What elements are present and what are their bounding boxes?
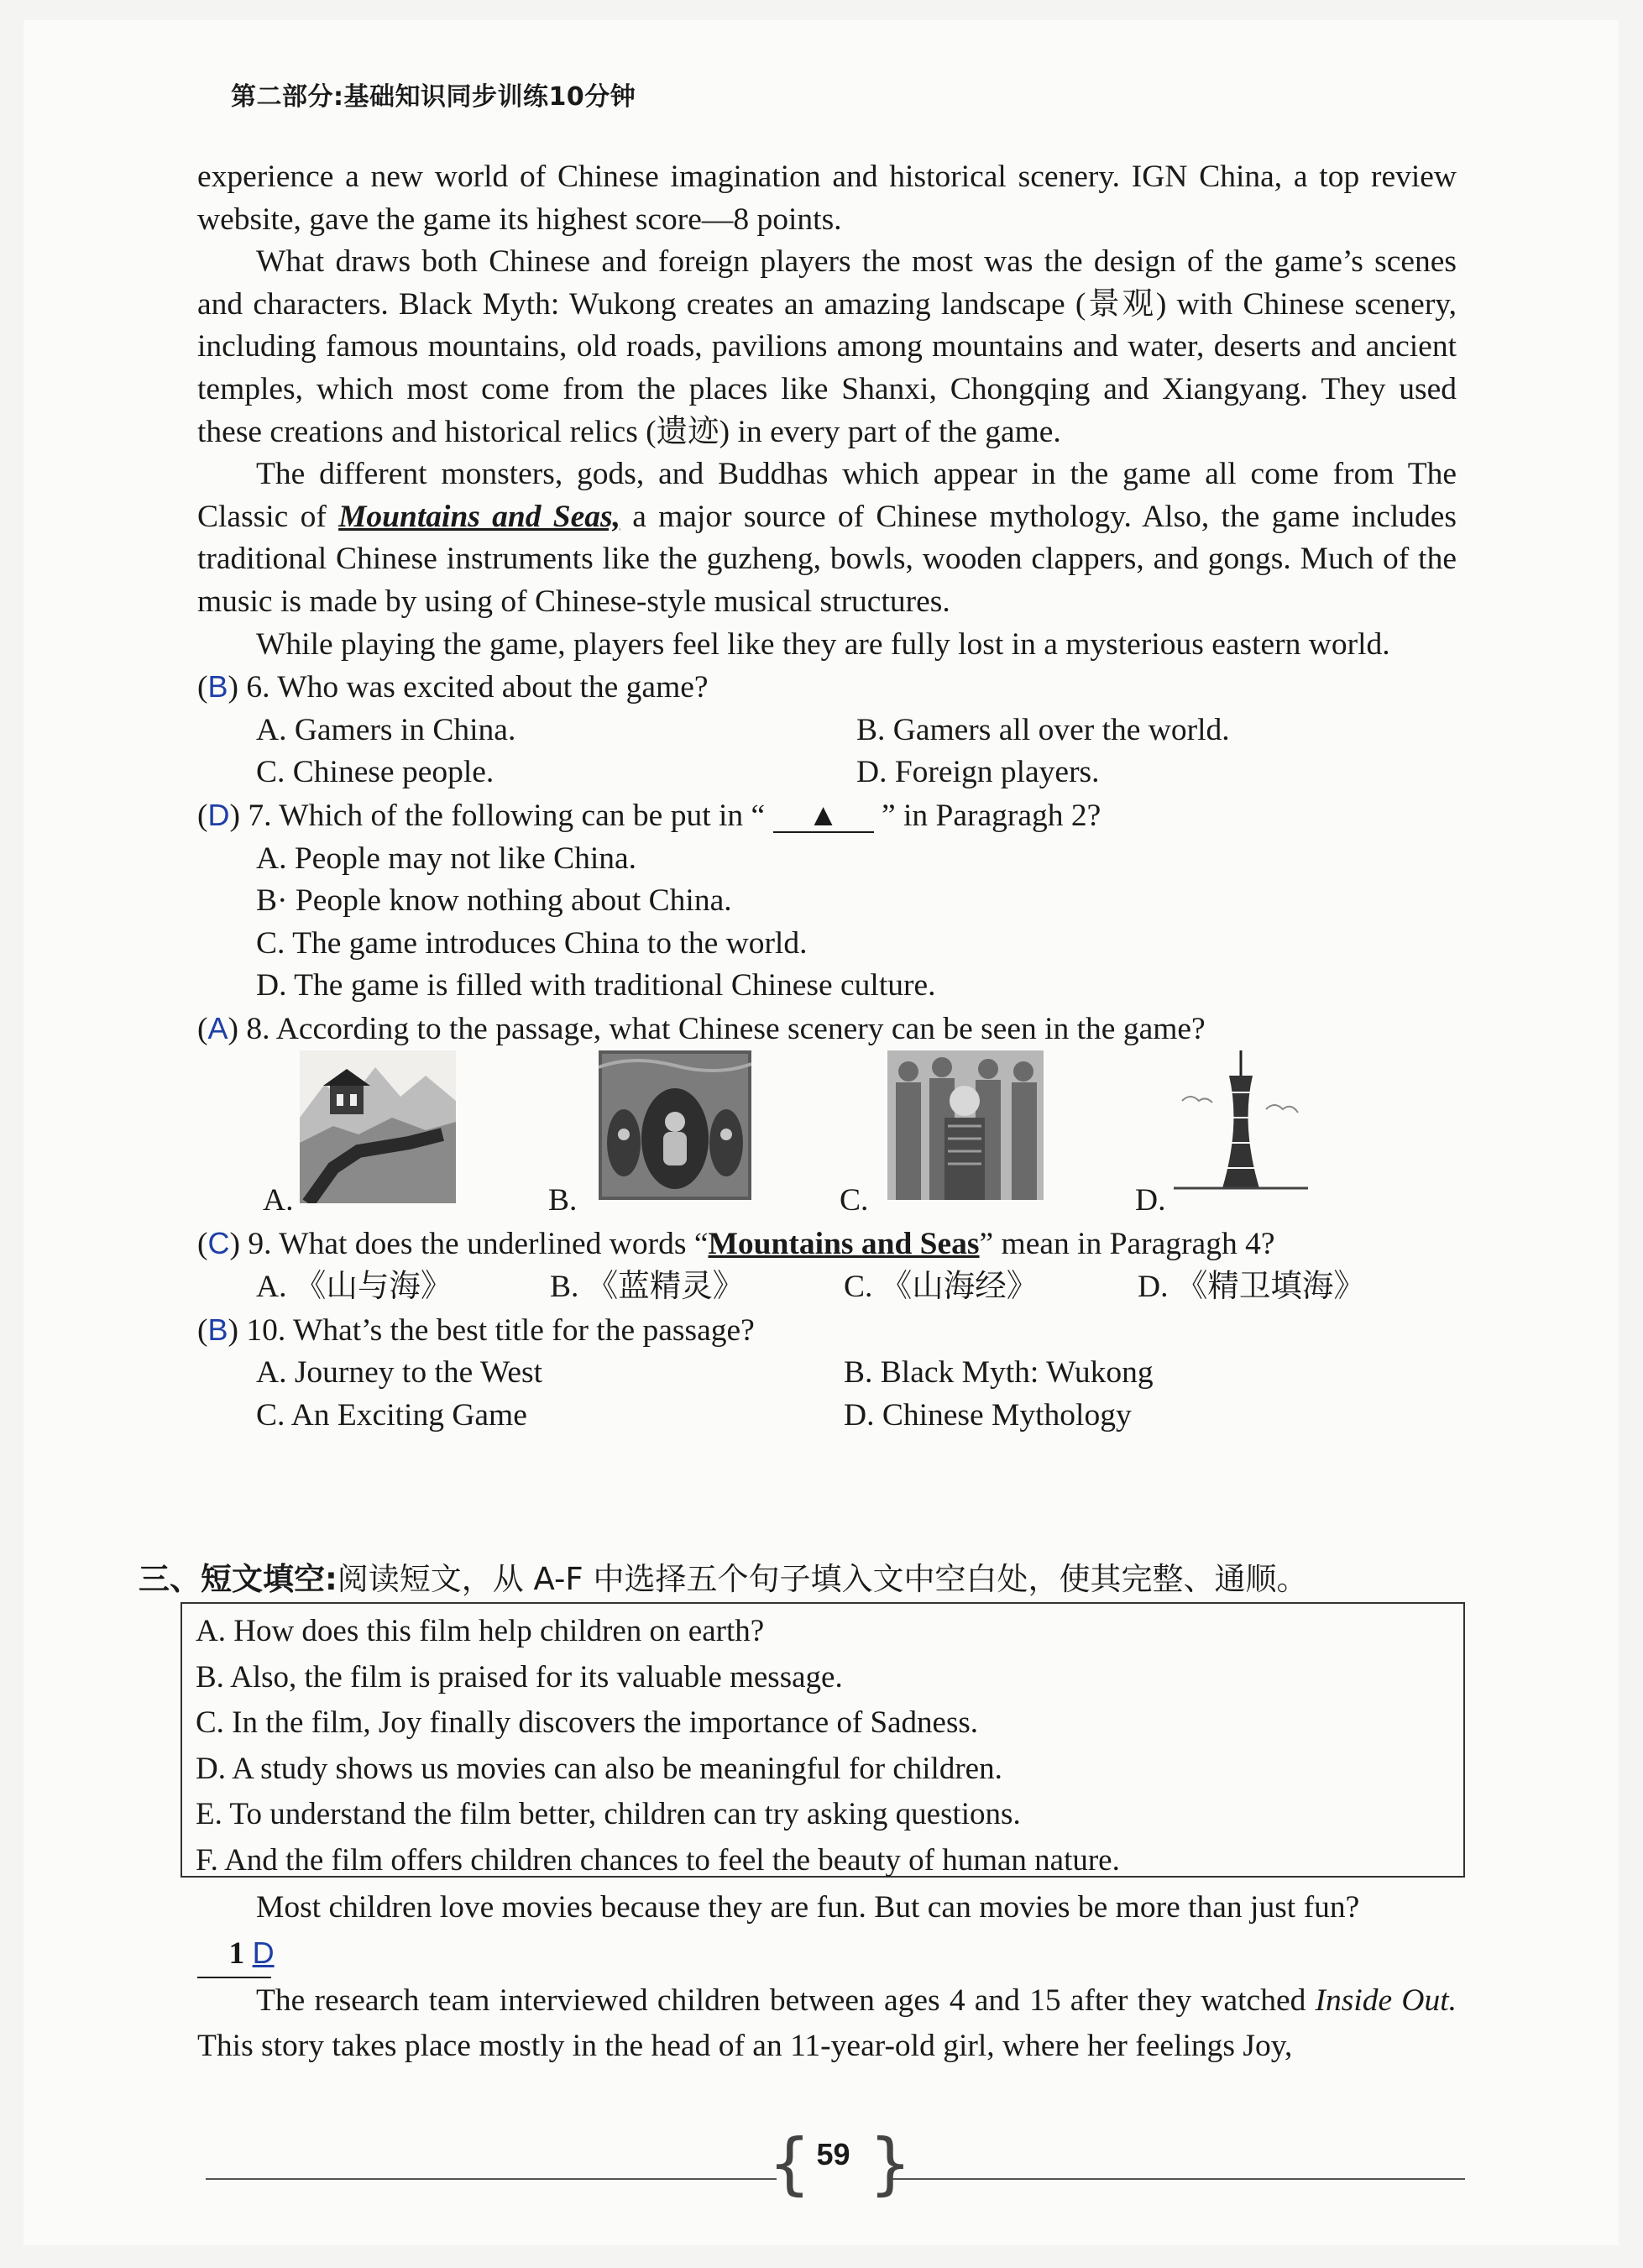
reading-passage [197, 156, 1457, 1437]
footer-brace-right: } [869, 2124, 912, 2203]
terracotta-warriors-picture [887, 1050, 1044, 1200]
footer-line-left [206, 2178, 777, 2180]
option-10d: D. Chinese Mythology [844, 1397, 1132, 1433]
question-6: (B) 6. Who was excited about the game? [197, 669, 709, 705]
picture-label-a: A. [263, 1183, 294, 1218]
question-8: (A) 8. According to the passage, what Chinese scenery can be seen in the game? [197, 1010, 1206, 1046]
option-9c: C. 《山海经》 [844, 1270, 1039, 1305]
blank-1 [197, 1930, 1457, 1978]
section-3-paragraph-2 [197, 1978, 1457, 2069]
question-9-options [197, 1266, 1457, 1309]
para2-b: This story takes place mostly in the head of an 11-year-old girl, where her feelings Joy, [197, 2029, 1293, 2063]
option-10a: A. Journey to the West [256, 1355, 543, 1391]
question-9-text-b: ” mean in Paragragh 4? [979, 1227, 1275, 1262]
question-9-text-a: ) 9. What does the underlined words “ [229, 1227, 709, 1262]
option-6b: B. Gamers all over the world. [856, 712, 1230, 747]
question-7-text-b: ” in Paragragh 2? [881, 798, 1101, 833]
option-7b: B· People know nothing about China. [256, 883, 732, 919]
question-8-text: ) 8. According to the passage, what Chinese scenery can be seen in the game? [228, 1011, 1206, 1046]
question-10-options-2 [197, 1395, 1457, 1438]
choice-a: A. How does this film help children on earth? [196, 1614, 765, 1648]
option-7a: A. People may not like China. [256, 841, 637, 876]
underlined-words: Mountains and Seas [708, 1227, 980, 1262]
footer-line-right [890, 2178, 1465, 2180]
section-3-title [139, 1553, 1307, 1599]
option-6c: C. Chinese people. [256, 755, 494, 790]
answer-6: B [207, 669, 228, 704]
option-6a: A. Gamers in China. [256, 712, 516, 747]
question-10-options [197, 1352, 1457, 1395]
sentence-choices-box [181, 1602, 1465, 1878]
choice-f: F. And the film offers children chances to feel the beauty of human nature. [196, 1842, 1120, 1878]
question-7-text-a: ) 7. Which of the following can be put in “ [229, 798, 766, 833]
question-6-options-2 [197, 752, 1457, 794]
page-header: 第二部分:基础知识同步训练10分钟 [231, 82, 636, 112]
page-number: 59 [816, 2137, 850, 2171]
option-6d: D. Foreign players. [856, 755, 1100, 790]
answer-10: B [207, 1312, 228, 1347]
option-9d: D. 《精卫填海》 [1138, 1270, 1365, 1305]
question-9: (C) 9. What does the underlined words “Mountains and Seas” mean in Paragragh 4? [197, 1226, 1275, 1262]
question-10-text: ) 10. What’s the best title for the passage? [228, 1312, 755, 1348]
passage-paragraph-4: While playing the game, players feel like they are fully lost in a mysterious eastern world. [256, 626, 1390, 662]
section-3-paragraph-1: Most children love movies because they are fun. But can movies be more than just fun? [256, 1890, 1360, 1925]
canton-tower-picture [1174, 1050, 1308, 1197]
answer-9: C [207, 1226, 230, 1261]
answer-8: A [207, 1010, 228, 1045]
picture-label-c: C. [840, 1183, 869, 1218]
footer-brace-left: { [768, 2124, 811, 2203]
blank-1-answer: D [252, 1935, 275, 1970]
grottoes-picture [599, 1050, 751, 1200]
question-6-text: ) 6. Who was excited about the game? [228, 670, 709, 705]
section-3-instruction: 阅读短文，从 A-F 中选择五个句子填入文中空白处，使其完整、通顺。 [337, 1561, 1308, 1597]
passage-paragraph-2: What draws both Chinese and foreign players the most was the design of the game’s scenes and characters. Black Myth: Wukong creates an amazing landscape (景观) with Chinese scenery, including famous mountains, old roads, pavilions among mountains and water, deserts and ancient temples, which most come from the places like Shanxi, Chongqing and Xiangyang. They used these creations and historical relics (遗迹) in every part of the game. [197, 244, 1457, 449]
passage-paragraph-3 [197, 453, 1457, 623]
question-10: (B) 10. What’s the best title for the passage? [197, 1312, 755, 1348]
mountains-seas-title: Mountains and Seas, [338, 499, 620, 534]
question-7: (D) 7. Which of the following can be put in “ ▲ ” in Paragragh 2? [197, 797, 1101, 833]
blank-triangle: ▲ [773, 801, 874, 833]
choice-d: D. A study shows us movies can also be meaningful for children. [196, 1751, 1002, 1786]
option-10b: B. Black Myth: Wukong [844, 1355, 1154, 1391]
picture-label-d: D. [1135, 1183, 1166, 1218]
picture-label-b: B. [548, 1183, 578, 1218]
para4-lead: The different monsters, gods, and Buddhas which appear in the game all come from The Classic of [197, 457, 1457, 534]
option-10c: C. An Exciting Game [256, 1397, 527, 1433]
section-3-label: 三、短文填空: [139, 1561, 337, 1597]
choice-c: C. In the film, Joy finally discovers the importance of Sadness. [196, 1705, 979, 1741]
para4-rest: a major source of Chinese mythology. Also, the game includes traditional Chinese instruments like the guzheng, bowls, wooden clappers, and gongs. Much of the music is made by using of Chinese-style musical structures. [197, 499, 1457, 619]
option-9a: A. 《山与海》 [256, 1270, 453, 1305]
question-6-options [197, 710, 1457, 752]
question-8-pictures [197, 1050, 1457, 1223]
option-9b: B. 《蓝精灵》 [550, 1270, 745, 1305]
para2-a: The research team interviewed children between ages 4 and 15 after they watched [256, 1983, 1306, 2018]
choice-e: E. To understand the film better, children can try asking questions. [196, 1797, 1021, 1832]
option-7d: D. The game is filled with traditional Chinese culture. [256, 968, 936, 1003]
great-wall-picture [300, 1050, 456, 1203]
inside-out-title: Inside Out. [1315, 1983, 1457, 2018]
section-3-passage [197, 1885, 1457, 2069]
blank-1-number: 1 [228, 1936, 245, 1971]
choice-b: B. Also, the film is praised for its valuable message. [196, 1659, 843, 1694]
option-7c: C. The game introduces China to the world. [256, 925, 808, 961]
passage-paragraph-1: experience a new world of Chinese imagination and historical scenery. IGN China, a top review website, gave the game its highest score—8 points. [197, 160, 1457, 237]
answer-7: D [207, 797, 230, 832]
